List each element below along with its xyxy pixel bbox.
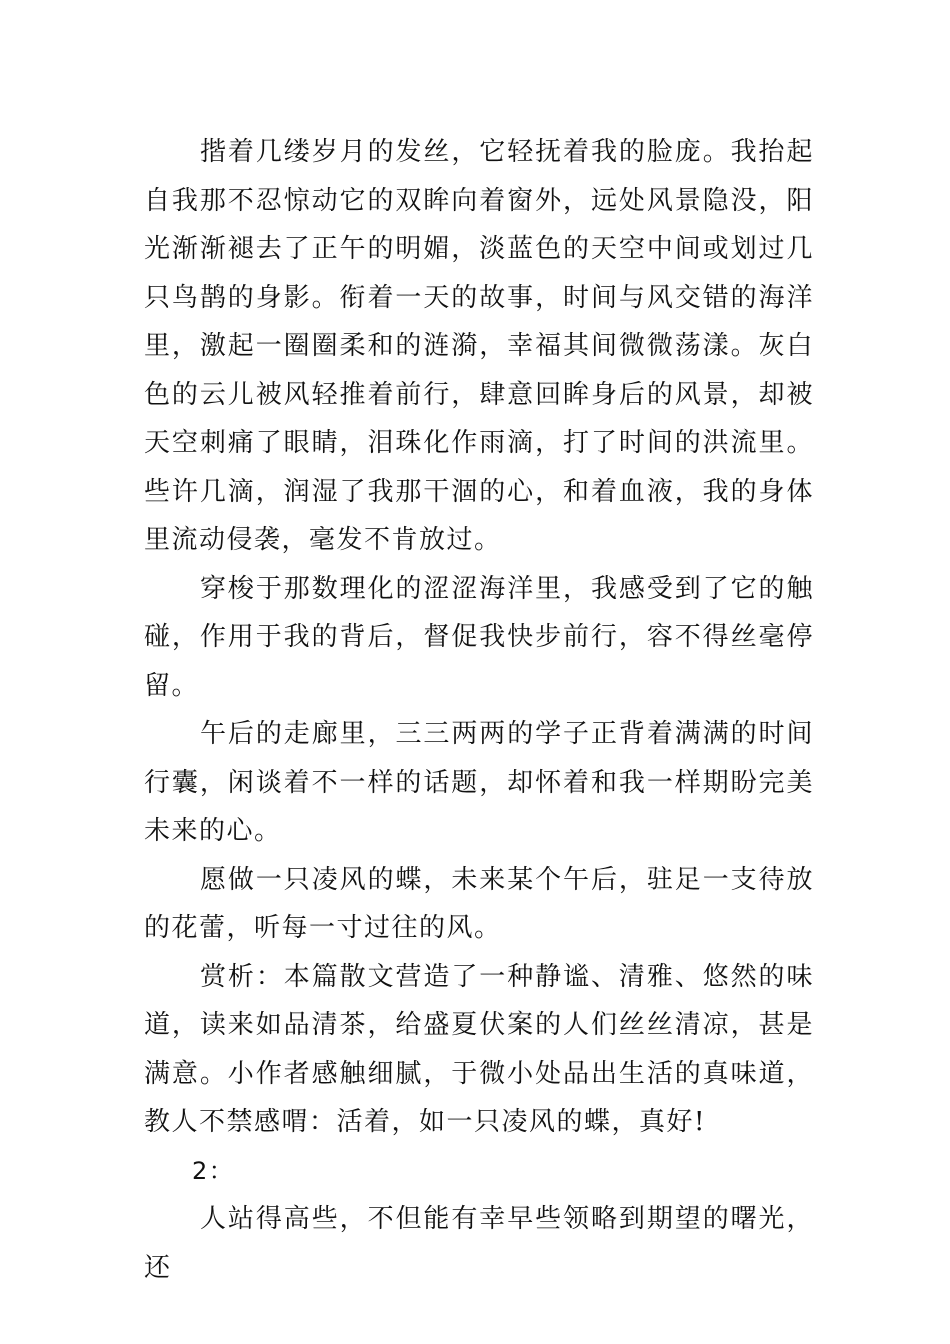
paragraph-6: 人站得高些，不但能有幸早些领略到期望的曙光，还 <box>144 1204 814 1283</box>
paragraph-3: 午后的走廊里，三三两两的学子正背着满满的时间行囊，闲谈着不一样的话题，却怀着和我一样期盼完美未来的心。 <box>144 719 814 846</box>
section-number: 2： <box>192 1156 235 1185</box>
paragraph-4: 愿做一只凌风的蝶，未来某个午后，驻足一支待放的花蕾，听每一寸过往的风。 <box>144 864 814 943</box>
paragraph-1: 揩着几缕岁月的发丝，它轻抚着我的脸庞。我抬起自我那不忍惊动它的双眸向着窗外，远处风景隐没，阳光渐渐褪去了正午的明媚，淡蓝色的天空中间或划过几只鸟鹊的身影。衔着一天的故事，时间与风交错的海洋里，激起一圈圈柔和的涟漪，幸福其间微微荡漾。灰白色的云儿被风轻推着前行，肆意回眸身后的风景，却被天空刺痛了眼睛，泪珠化作雨滴，打了时间的洪流里。些许几滴，润湿了我那干涸的心，和着血液，我的身体里流动侵袭，毫发不肯放过。 <box>144 137 814 555</box>
document-body <box>144 128 814 1292</box>
paragraph-analysis: 赏析：本篇散文营造了一种静谧、清雅、悠然的味道，读来如品清茶，给盛夏伏案的人们丝丝清凉，甚是满意。小作者感触细腻，于微小处品出生活的真味道，教人不禁感喟：活着，如一只凌风的蝶，真好! <box>144 961 814 1137</box>
paragraph-2: 穿梭于那数理化的涩涩海洋里，我感受到了它的触碰，作用于我的背后，督促我快步前行，容不得丝毫停留。 <box>144 573 814 701</box>
